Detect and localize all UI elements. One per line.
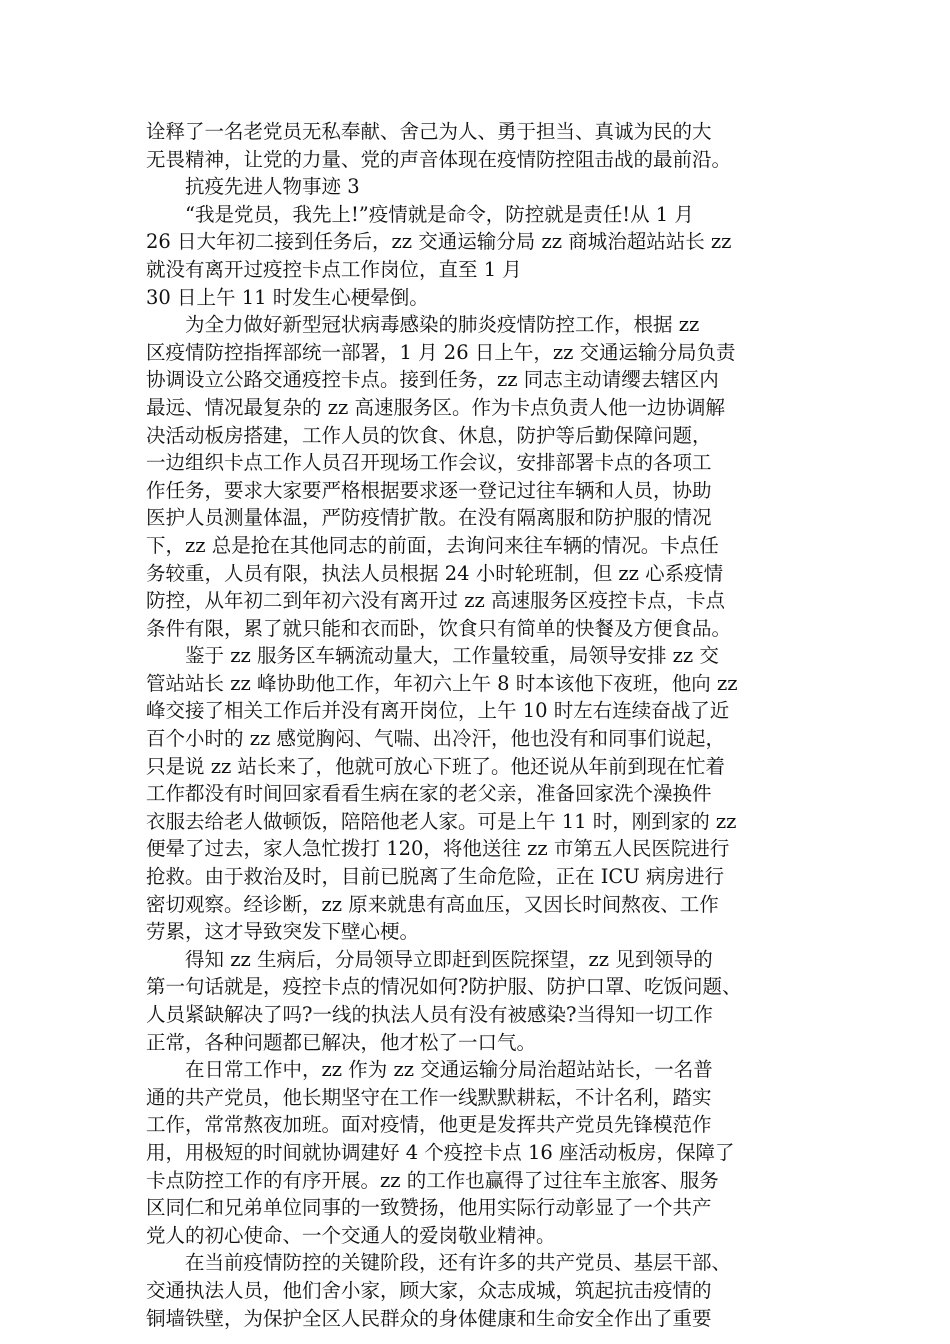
text-line: 防控，从年初二到年初六没有离开过 zz 高速服务区疫控卡点，卡点	[146, 589, 725, 613]
text-line: 一边组织卡点工作人员召开现场工作会议，安排部署卡点的各项工	[146, 451, 712, 475]
text-line: 第一句话就是，疫控卡点的情况如何?防护服、防护口罩、吃饭问题、	[146, 975, 742, 999]
text-line: 在日常工作中，zz 作为 zz 交通运输分局治超站站长，一名普	[185, 1058, 713, 1082]
text-line: 就没有离开过疫控卡点工作岗位，直至 1 月	[146, 257, 522, 281]
text-line: 区疫情防控指挥部统一部署，1 月 26 日上午，zz 交通运输分局负责	[146, 340, 736, 364]
text-line: 协调设立公路交通疫控卡点。接到任务，zz 同志主动请缨去辖区内	[146, 368, 719, 392]
paragraph	[146, 1056, 806, 1249]
text-line: 得知 zz 生病后，分局领导立即赶到医院探望，zz 见到领导的	[185, 947, 713, 971]
text-line: 抢救。由于救治及时，目前已脱离了生命危险，正在 ICU 病房进行	[146, 865, 724, 889]
text-line: 26 日大年初二接到任务后，zz 交通运输分局 zz 商城治超站站长 zz	[146, 230, 732, 254]
text-line: 人员紧缺解决了吗?一线的执法人员有没有被感染?当得知一切工作	[146, 1003, 713, 1026]
text-line: 劳累，这才导致突发下壁心梗。	[146, 920, 420, 944]
paragraph	[146, 201, 806, 311]
text-line: 30 日上午 11 时发生心梗晕倒。	[146, 285, 429, 309]
text-line: 管站站长 zz 峰协助他工作，年初六上午 8 时本该他下夜班，他向 zz	[146, 671, 738, 695]
text-line: 百个小时的 zz 感觉胸闷、气喘、出冷汗，他也没有和同事们说起，	[146, 727, 725, 751]
text-line: 铜墙铁壁，为保护全区人民群众的身体健康和生命安全作出了重要	[146, 1306, 712, 1330]
text-line: 鉴于 zz 服务区车辆流动量大，工作量较重，局领导安排 zz 交	[185, 644, 719, 668]
text-line: 通的共产党员，他长期坚守在工作一线默默耕耘，不计名利，踏实	[146, 1085, 712, 1109]
text-line: 只是说 zz 站长来了，他就可放心下班了。他还说从年前到现在忙着	[146, 754, 725, 778]
text-line: 抗疫先进人物事迹 3	[185, 175, 360, 199]
text-line: 峰交接了相关工作后并没有离开岗位，上午 10 时左右连续奋战了近	[146, 699, 730, 723]
text-line: 密切观察。经诊断，zz 原来就患有高血压，又因长时间熬夜、工作	[146, 892, 719, 916]
text-line: 无畏精神，让党的力量、党的声音体现在疫情防控阻击战的最前沿。	[146, 147, 732, 171]
text-line: 条件有限，累了就只能和衣而卧，饮食只有简单的快餐及方便食品。	[146, 616, 732, 640]
document-body	[146, 118, 806, 1332]
paragraph	[146, 311, 806, 642]
text-line: 工作都没有时间回家看看生病在家的老父亲，准备回家洗个澡换件	[146, 782, 712, 806]
text-line: 卡点防控工作的有序开展。zz 的工作也赢得了过往车主旅客、服务	[146, 1168, 719, 1192]
text-line: 最远、情况最复杂的 zz 高速服务区。作为卡点负责人他一边协调解	[146, 395, 725, 419]
text-line: 党人的初心使命、一个交通人的爱岗敬业精神。	[146, 1223, 556, 1247]
text-line: 医护人员测量体温，严防疫情扩散。在没有隔离服和防护服的情况	[146, 506, 712, 530]
text-line: 区同仁和兄弟单位同事的一致赞扬，他用实际行动彰显了一个共产	[146, 1196, 712, 1220]
text-line: 衣服去给老人做顿饭，陪陪他老人家。可是上午 11 时，刚到家的 zz	[146, 809, 737, 833]
text-line: 正常，各种问题都已解决，他才松了一口气。	[146, 1030, 537, 1054]
text-line: “我是党员，我先上!”疫情就是命令，防控就是责任!从 1 月	[185, 202, 694, 226]
paragraph	[146, 1249, 806, 1332]
section-heading	[146, 173, 806, 201]
text-line: 诠释了一名老党员无私奉献、舍己为人、勇于担当、真诚为民的大	[146, 120, 712, 143]
text-line: 下，zz 总是抢在其他同志的前面，去询问来往车辆的情况。卡点任	[146, 533, 719, 557]
text-line: 为全力做好新型冠状病毒感染的肺炎疫情防控工作，根据 zz	[185, 313, 700, 337]
paragraph	[146, 642, 806, 946]
text-line: 用，用极短的时间就协调建好 4 个疫控卡点 16 座活动板房，保障了	[146, 1140, 735, 1164]
text-line: 便晕了过去，家人急忙拨打 120，将他送往 zz 市第五人民医院进行	[146, 837, 730, 861]
text-line: 工作，常常熬夜加班。面对疫情，他更是发挥共产党员先锋模范作	[146, 1113, 712, 1137]
text-line: 决活动板房搭建，工作人员的饮食、休息，防护等后勤保障问题，	[146, 423, 712, 447]
paragraph	[146, 946, 806, 1056]
paragraph	[146, 118, 806, 173]
text-line: 在当前疫情防控的关键阶段，还有许多的共产党员、基层干部、	[185, 1251, 732, 1275]
document-page	[146, 118, 806, 1332]
text-line: 作任务，要求大家要严格根据要求逐一登记过往车辆和人员，协助	[146, 478, 712, 502]
text-line: 交通执法人员，他们舍小家，顾大家，众志成城，筑起抗击疫情的	[146, 1278, 712, 1302]
text-line: 务较重，人员有限，执法人员根据 24 小时轮班制，但 zz 心系疫情	[146, 561, 724, 585]
